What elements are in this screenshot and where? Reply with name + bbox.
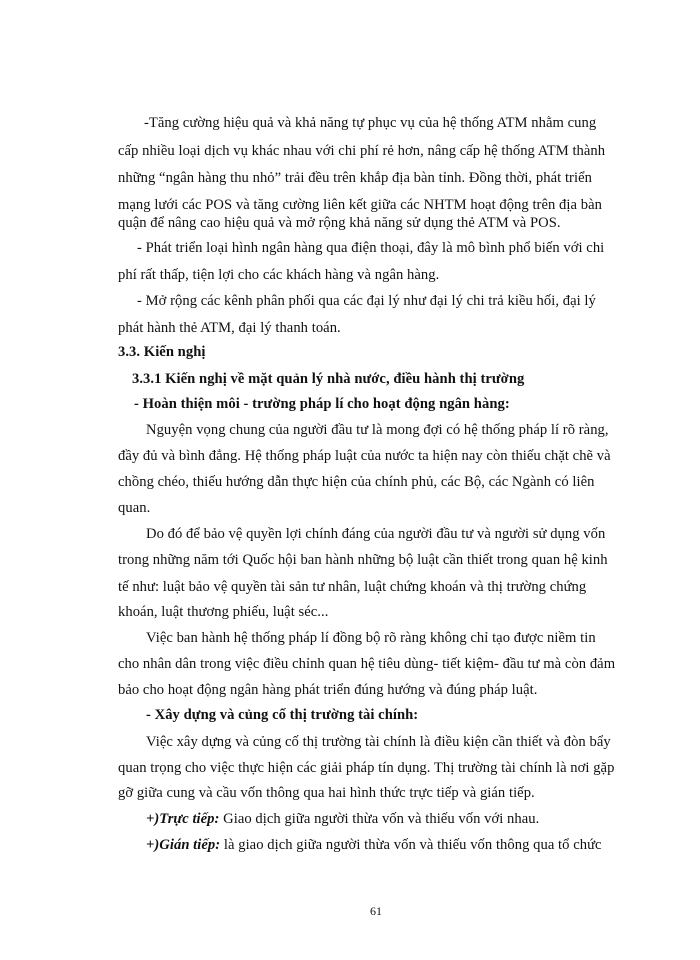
subsection-heading: 3.3.1 Kiến nghị về mặt quản lý nhà nước, điều hành thị trường [132, 371, 525, 387]
direct-label: +)Trực tiếp: [146, 811, 220, 827]
paragraph-line: quan trọng cho việc thực hiện các giải pháp tín dụng. Thị trường tài chính là nơi gặp [118, 760, 615, 776]
paragraph-line: bảo cho hoạt động ngân hàng phát triển đúng hướng và đúng pháp luật. [118, 682, 538, 698]
paragraph-line: Nguyện vọng chung của người đầu tư là mong đợi có hệ thống pháp lí rõ ràng, [146, 422, 609, 438]
paragraph-line: chồng chéo, thiếu hướng dẫn thực hiện của chính phủ, các Bộ, các Ngành có liên [118, 474, 595, 490]
paragraph-line: cấp nhiều loại dịch vụ khác nhau với chi phí rẻ hơn, nâng cấp hệ thống ATM thành [118, 143, 606, 159]
paragraph-line: - Mở rộng các kênh phân phối qua các đại lý như đại lý chi trả kiều hối, đại lý [137, 293, 596, 309]
paragraph-line: Do đó để bảo vệ quyền lợi chính đáng của người đầu tư và người sử dụng vốn [146, 526, 606, 542]
indirect-line [146, 836, 602, 854]
paragraph-line: Việc xây dựng và củng cố thị trường tài chính là điều kiện cần thiết và đòn bẩy [146, 734, 611, 750]
paragraph-line: Việc ban hành hệ thống pháp lí đồng bộ rõ ràng không chỉ tạo được niềm tin [146, 630, 596, 646]
paragraph-line: quận để nâng cao hiệu quả và mở rộng khả năng sử dụng thẻ ATM và POS. [118, 215, 561, 231]
paragraph-line: phí rất thấp, tiện lợi cho các khách hàng và ngân hàng. [118, 267, 440, 283]
paragraph-line: gỡ giữa cung và cầu vốn thông qua hai hình thức trực tiếp và gián tiếp. [118, 785, 535, 801]
bullet-heading: - Xây dựng và củng cố thị trường tài chính: [146, 707, 419, 723]
paragraph-line: những “ngân hàng thu nhỏ” trải đều trên khắp địa bàn tỉnh. Đồng thời, phát triển [118, 170, 592, 186]
paragraph-line: mạng lưới các POS và tăng cường liên kết giữa các NHTM hoạt động trên địa bàn [118, 197, 602, 213]
indirect-text: là giao dịch giữa người thừa vốn và thiếu vốn thông qua tổ chức [220, 837, 602, 853]
page-number: 61 [370, 904, 383, 918]
paragraph-line: cho nhân dân trong việc điều chỉnh quan hệ tiêu dùng- tiết kiệm- đầu tư mà còn đảm [118, 656, 616, 672]
paragraph-line: quan. [118, 500, 151, 516]
bullet-heading: - Hoàn thiện môi - trường pháp lí cho hoạt động ngân hàng: [134, 396, 510, 412]
paragraph-line: tế như: luật bảo vệ quyền tài sản tư nhân, luật chứng khoán và thị trường chứng [118, 579, 587, 595]
paragraph-line: đầy đủ và bình đẳng. Hệ thống pháp luật của nước ta hiện nay còn thiếu chặt chẽ và [118, 448, 611, 464]
paragraph-line: khoán, luật thương phiếu, luật séc... [118, 604, 329, 620]
direct-text: Giao dịch giữa người thừa vốn và thiếu vốn với nhau. [219, 811, 540, 827]
direct-line [146, 810, 539, 828]
paragraph-line: phát hành thẻ ATM, đại lý thanh toán. [118, 320, 341, 336]
indirect-label: +)Gián tiếp: [146, 837, 221, 853]
paragraph-line: - Phát triển loại hình ngân hàng qua điện thoại, đây là mô bình phổ biến với chi [137, 240, 605, 256]
paragraph-line: -Tăng cường hiệu quả và khả năng tự phục vụ của hệ thống ATM nhằm cung [144, 115, 597, 131]
section-heading: 3.3. Kiến nghị [118, 344, 206, 360]
paragraph-line: trong những năm tới Quốc hội ban hành những bộ luật cần thiết trong quan hệ kinh [118, 552, 608, 568]
